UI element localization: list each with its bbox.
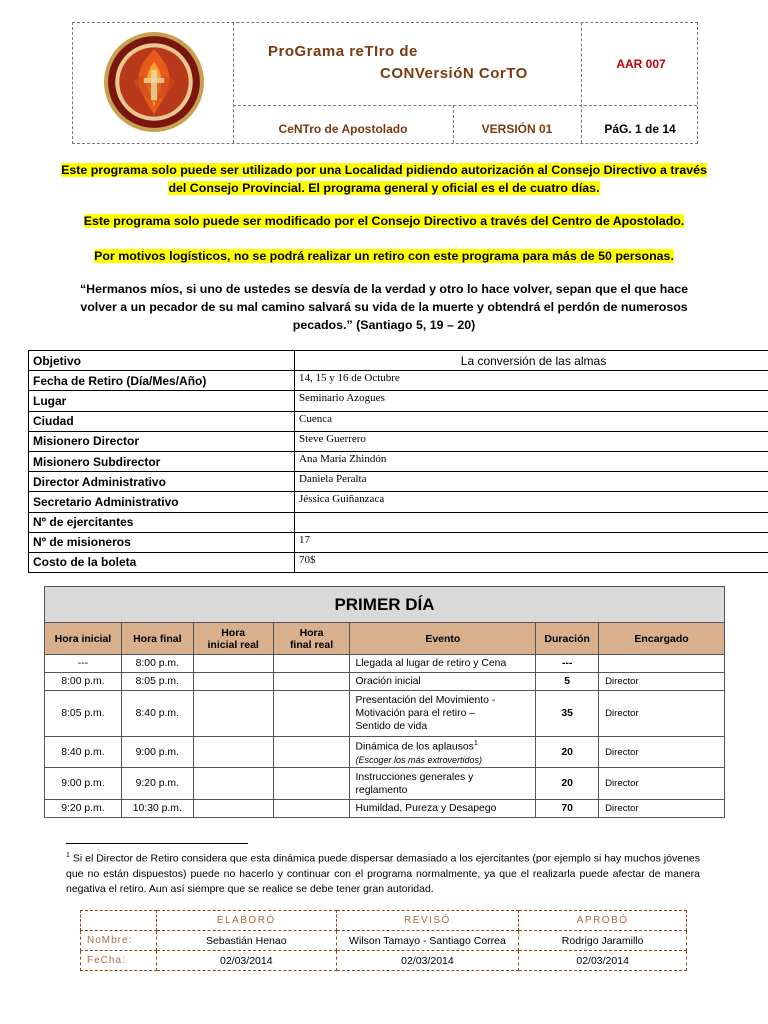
- start-time: 8:05 p.m.: [45, 691, 122, 737]
- notice-text: Este programa solo puede ser modificado por el Consejo Directivo a través del Centro de Apostolado.: [83, 214, 685, 228]
- empty-cell: [81, 911, 157, 931]
- table-row: [29, 391, 768, 411]
- responsible: Director: [599, 673, 725, 691]
- schedule-table: [44, 586, 725, 818]
- header-text: inicial real: [207, 638, 259, 651]
- column-header: Encargado: [599, 623, 725, 655]
- elaboro-header: ELABORÓ: [156, 911, 336, 931]
- program-title-line1: ProGrama reTIro de: [268, 43, 418, 60]
- quote-line: pecados.” (Santiago 5, 19 – 20): [292, 318, 476, 332]
- info-label: Misionero Director: [29, 431, 295, 451]
- duration: 5: [536, 673, 599, 691]
- header-divider: [233, 105, 697, 106]
- document-code: AAR 007: [616, 57, 666, 71]
- table-row: [29, 431, 768, 451]
- table-row: [45, 768, 725, 800]
- table-row: [29, 451, 768, 471]
- start-time: 8:40 p.m.: [45, 737, 122, 768]
- seal-logo: [103, 31, 205, 133]
- info-value: 17: [295, 532, 768, 552]
- event-note: (Escoger los más extrovertidos): [355, 754, 483, 765]
- column-header: Evento: [350, 623, 536, 655]
- table-row: [29, 492, 768, 512]
- info-label: Director Administrativo: [29, 472, 295, 492]
- info-value: Daniela Peralta: [295, 472, 768, 492]
- end-time: 10:30 p.m.: [121, 800, 193, 818]
- header-text: final real: [289, 638, 334, 651]
- duration: 35: [536, 691, 599, 737]
- info-label: Ciudad: [29, 411, 295, 431]
- real-start: [193, 655, 273, 673]
- header-text: Hora: [221, 626, 246, 639]
- table-row: [29, 411, 768, 431]
- retreat-info-table: [28, 350, 768, 573]
- info-value: Jéssica Guiñanzaca: [295, 492, 768, 512]
- info-value: [295, 512, 768, 532]
- center-label: CeNTro de Apostolado: [278, 122, 408, 136]
- info-label: Objetivo: [29, 351, 295, 371]
- real-start: [193, 800, 273, 818]
- end-time: 8:00 p.m.: [121, 655, 193, 673]
- elaboro-name: Sebastián Henao: [156, 931, 336, 951]
- event-line: Motivación para el retiro –: [355, 708, 476, 719]
- table-row: [29, 351, 768, 371]
- program-title: [268, 41, 588, 85]
- table-row: [45, 673, 725, 691]
- aprobo-header: APROBÓ: [519, 911, 687, 931]
- duration: ---: [536, 655, 599, 673]
- table-row: [29, 371, 768, 391]
- responsible: Director: [599, 737, 725, 768]
- notice-text: Por motivos logísticos, no se podrá realizar un retiro con este programa para más de 50 personas.: [94, 249, 674, 263]
- event: [350, 737, 536, 768]
- scripture-quote: [70, 280, 698, 334]
- start-time: 9:00 p.m.: [45, 768, 122, 800]
- event-line: Dinámica de los aplausos: [355, 741, 474, 753]
- real-end: [273, 768, 350, 800]
- start-time: ---: [45, 655, 122, 673]
- real-start: [193, 768, 273, 800]
- footnote-separator: [66, 843, 248, 844]
- aprobo-name: Rodrigo Jaramillo: [519, 931, 687, 951]
- event: Humildad, Pureza y Desapego: [350, 800, 536, 818]
- start-time: 9:20 p.m.: [45, 800, 122, 818]
- responsible: Director: [599, 768, 725, 800]
- event: Oración inicial: [350, 673, 536, 691]
- real-end: [273, 737, 350, 768]
- responsible: [599, 655, 725, 673]
- event: [350, 691, 536, 737]
- column-header: Hora inicial: [45, 623, 122, 655]
- real-end: [273, 655, 350, 673]
- info-value: La conversión de las almas: [295, 351, 768, 371]
- responsible: Director: [599, 691, 725, 737]
- approval-header-row: [81, 911, 687, 931]
- info-label: Misionero Subdirector: [29, 451, 295, 471]
- notice-authorization: [40, 161, 728, 197]
- info-value: Steve Guerrero: [295, 431, 768, 451]
- end-time: 9:00 p.m.: [121, 737, 193, 768]
- header-text: Hora: [299, 626, 324, 639]
- real-start: [193, 673, 273, 691]
- elaboro-date: 02/03/2014: [156, 951, 336, 971]
- approval-table: [80, 910, 687, 971]
- column-header: Hora final: [121, 623, 193, 655]
- real-end: [273, 691, 350, 737]
- info-label: Secretario Administrativo: [29, 492, 295, 512]
- day-title: PRIMER DÍA: [45, 587, 725, 623]
- event-line: Instrucciones generales y: [355, 771, 474, 783]
- info-value: 70$: [295, 552, 768, 572]
- table-row: [29, 472, 768, 492]
- info-label: Nº de misioneros: [29, 532, 295, 552]
- quote-line: volver a un pecador de su mal camino salvará su vida de la muerte y obtendrá el perdón de numerosos: [80, 300, 688, 314]
- column-header-row: [45, 623, 725, 655]
- column-header: [273, 623, 350, 655]
- table-row: [29, 552, 768, 572]
- reviso-date: 02/03/2014: [336, 951, 519, 971]
- table-row: [29, 532, 768, 552]
- page-number: PáG. 1 de 14: [604, 122, 676, 136]
- column-header: Duración: [536, 623, 599, 655]
- footnote-text: Si el Director de Retiro considera que esta dinámica puede dispersar demasiado a los ejercitantes (por ejemplo si hay muchos jóvenes que no están dispuestos) puede no hacerlo y continuar con el programa normalmente, ya que el realizarla puede afectar de manera negativa el retiro. Aun así siempre que se realice se debe tener gran autoridad.: [66, 852, 700, 895]
- day-banner-row: [45, 587, 725, 623]
- program-title-line2: CONVersióN CorTO: [380, 65, 528, 82]
- responsible: Director: [599, 800, 725, 818]
- notice-modification: [40, 212, 728, 230]
- date-label: FeCha:: [81, 951, 157, 971]
- end-time: 8:05 p.m.: [121, 673, 193, 691]
- notice-text: Este programa solo puede ser utilizado por una Localidad pidiendo autorización al Consejo Directivo a través: [61, 163, 707, 177]
- duration: 20: [536, 768, 599, 800]
- reviso-name: Wilson Tamayo - Santiago Correa: [336, 931, 519, 951]
- info-value: 14, 15 y 16 de Octubre: [295, 371, 768, 391]
- info-label: Fecha de Retiro (Día/Mes/Año): [29, 371, 295, 391]
- event: Llegada al lugar de retiro y Cena: [350, 655, 536, 673]
- real-start: [193, 691, 273, 737]
- table-row: [45, 737, 725, 768]
- real-start: [193, 737, 273, 768]
- table-row: [29, 512, 768, 532]
- info-value: Seminario Azogues: [295, 391, 768, 411]
- info-label: Lugar: [29, 391, 295, 411]
- info-label: Nº de ejercitantes: [29, 512, 295, 532]
- info-value: Ana María Zhindón: [295, 451, 768, 471]
- notice-capacity: [40, 247, 728, 265]
- table-row: [45, 800, 725, 818]
- name-label: NoMbre:: [81, 931, 157, 951]
- info-label: Costo de la boleta: [29, 552, 295, 572]
- footnote: [66, 848, 700, 897]
- aprobo-date: 02/03/2014: [519, 951, 687, 971]
- table-row: [45, 691, 725, 737]
- event-line: Sentido de vida: [355, 721, 428, 732]
- event: [350, 768, 536, 800]
- real-end: [273, 673, 350, 691]
- event-line: reglamento: [355, 784, 408, 796]
- event-line: Presentación del Movimiento -: [355, 695, 496, 706]
- notice-text: del Consejo Provincial. El programa general y oficial es el de cuatro días.: [168, 181, 600, 195]
- duration: 70: [536, 800, 599, 818]
- column-header: [193, 623, 273, 655]
- real-end: [273, 800, 350, 818]
- reviso-header: REVISÓ: [336, 911, 519, 931]
- document-header: [72, 22, 698, 144]
- start-time: 8:00 p.m.: [45, 673, 122, 691]
- duration: 20: [536, 737, 599, 768]
- footnote-mark: 1: [66, 852, 70, 859]
- footnote-reference[interactable]: 1: [473, 740, 478, 748]
- version-label: VERSIÓN 01: [481, 122, 553, 136]
- table-row: [45, 655, 725, 673]
- approval-name-row: [81, 931, 687, 951]
- info-value: Cuenca: [295, 411, 768, 431]
- end-time: 8:40 p.m.: [121, 691, 193, 737]
- quote-line: “Hermanos míos, si uno de ustedes se desvía de la verdad y otro lo hace volver, sepan que el que hace: [79, 282, 689, 296]
- approval-date-row: [81, 951, 687, 971]
- end-time: 9:20 p.m.: [121, 768, 193, 800]
